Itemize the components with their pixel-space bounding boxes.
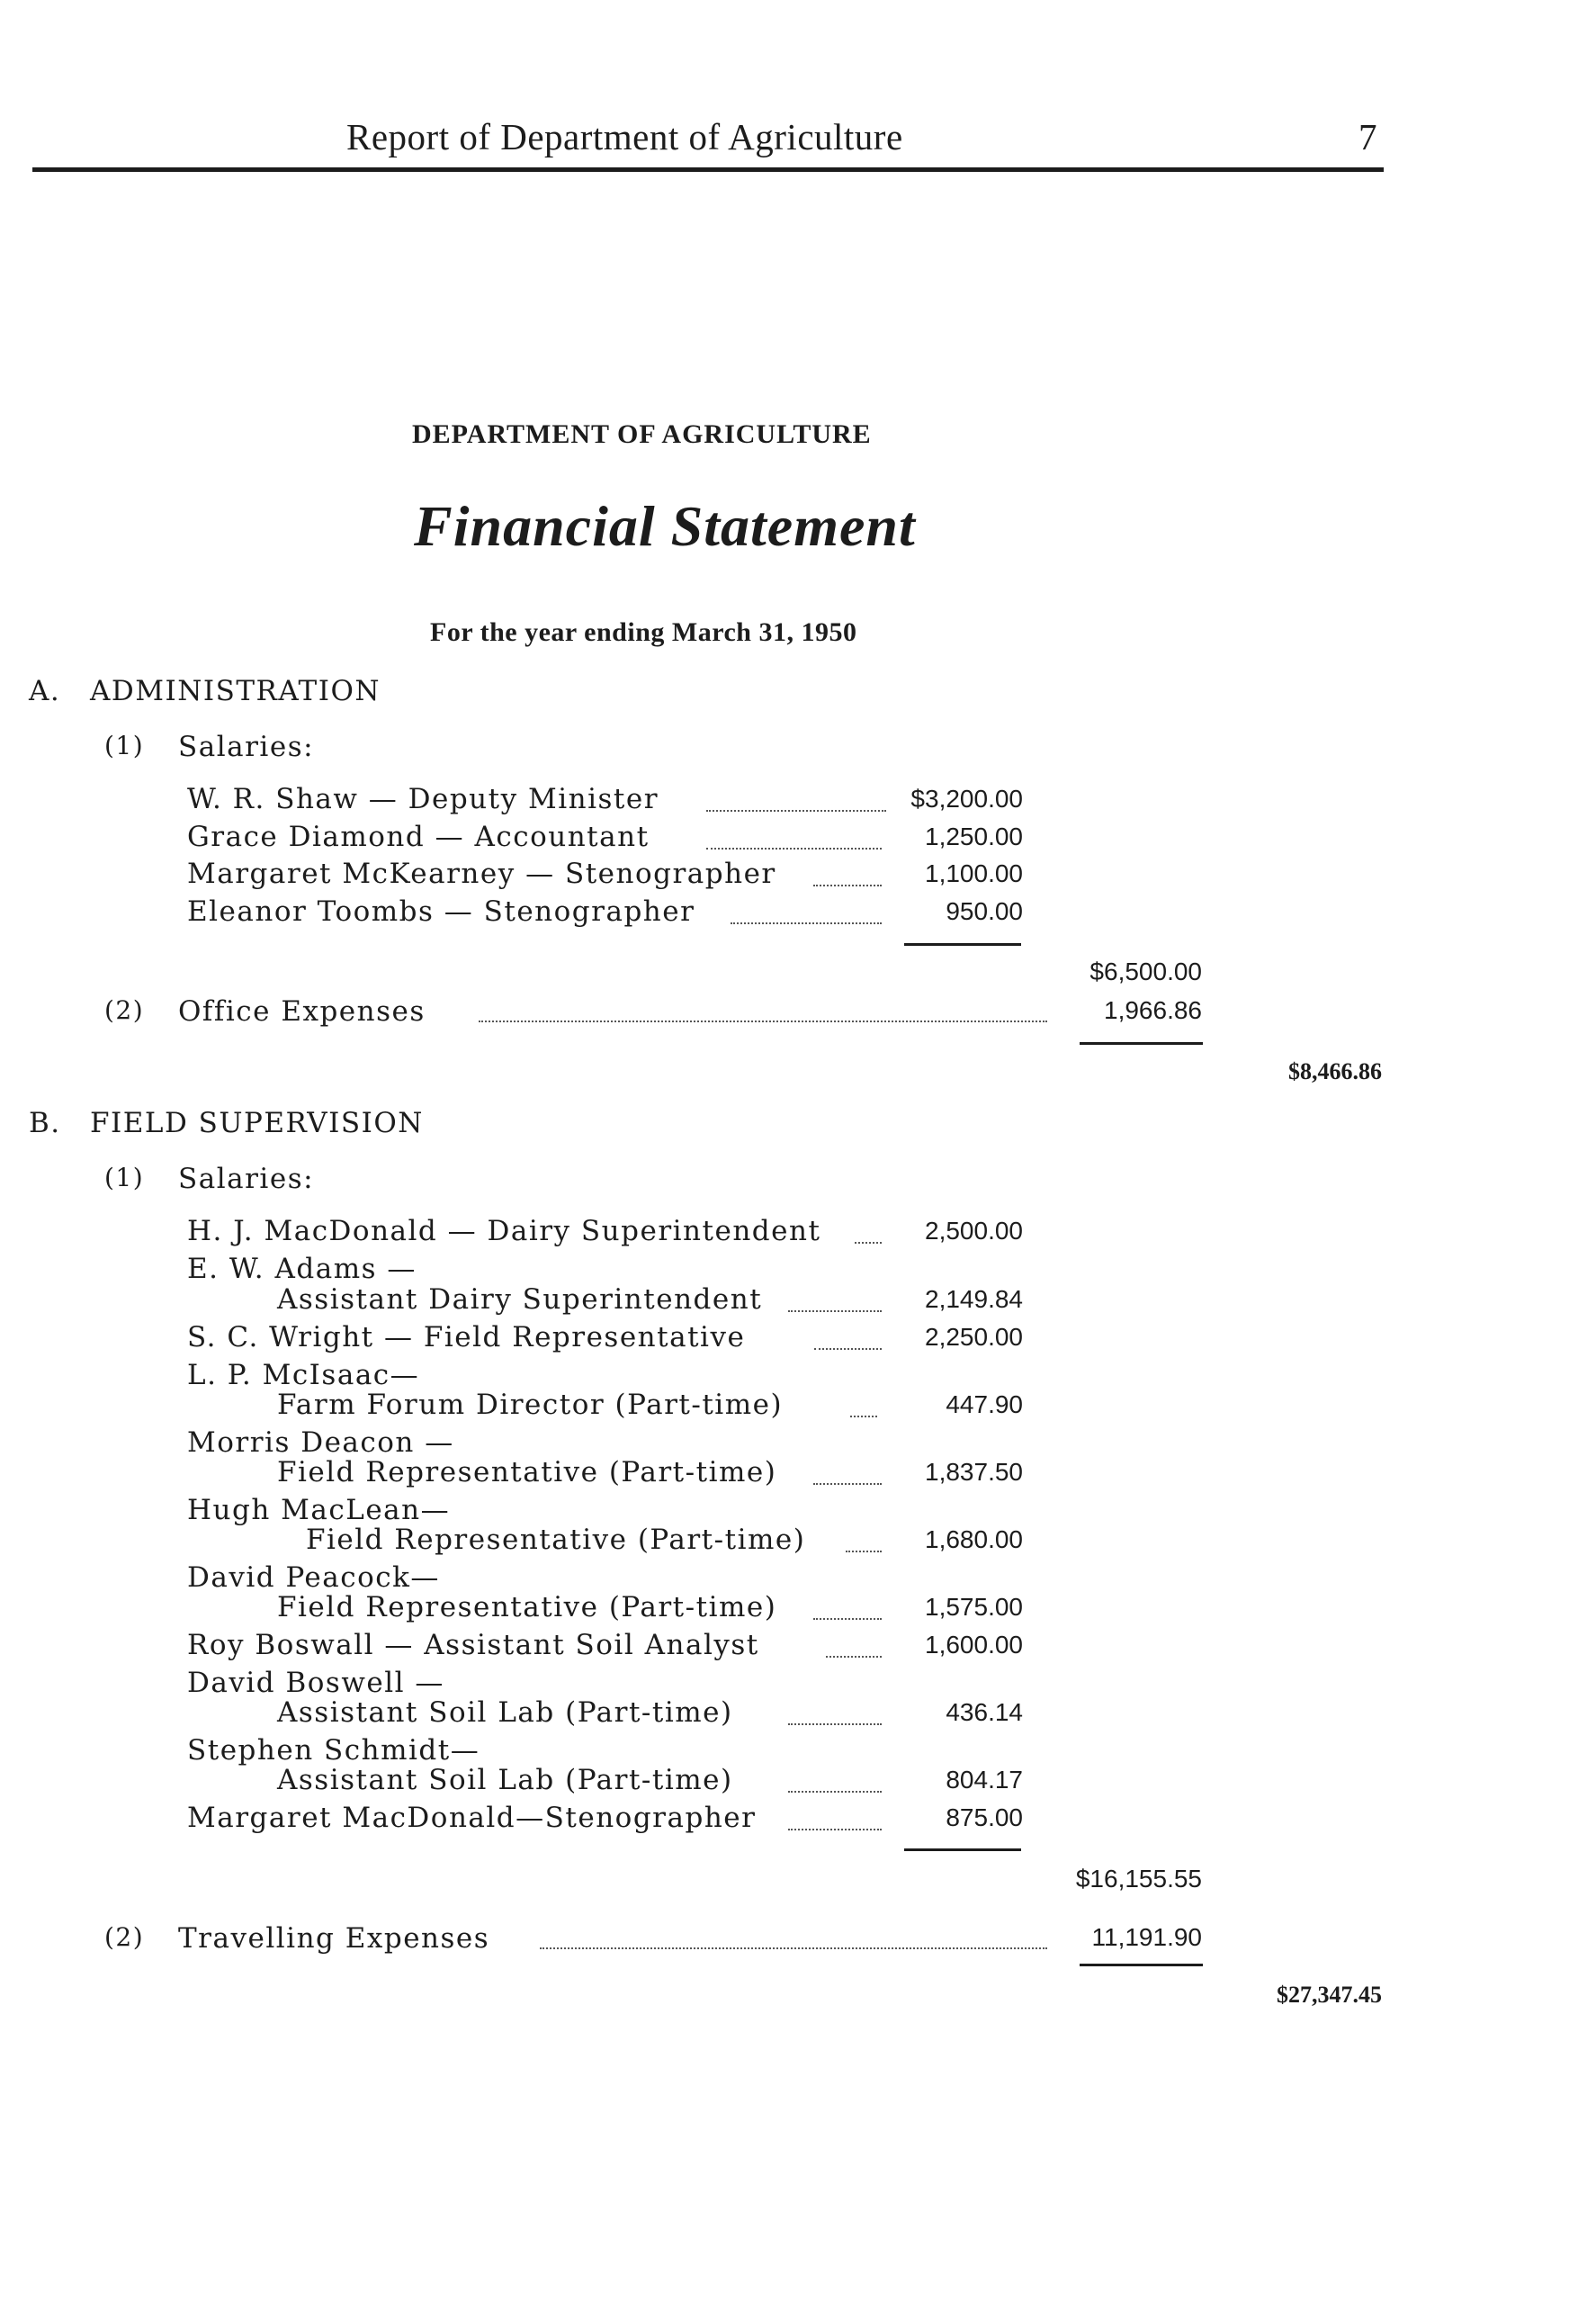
salary-title: Farm Forum Director (Part-time) xyxy=(277,1389,784,1421)
leader-dots xyxy=(850,1416,877,1417)
travelling-expenses-label: Travelling Expenses xyxy=(178,1922,490,1955)
salary-amount: 436.14 xyxy=(946,1698,1023,1726)
salary-name: Margaret McKearney — Stenographer xyxy=(187,858,776,890)
section-a-name: ADMINISTRATION xyxy=(90,675,381,707)
salary-name: Roy Boswall — Assistant Soil Analyst xyxy=(187,1629,759,1661)
subtotal-rule xyxy=(904,943,1021,946)
department-heading: DEPARTMENT OF AGRICULTURE xyxy=(412,419,872,449)
salary-name: H. J. MacDonald — Dairy Superintendent xyxy=(187,1215,821,1247)
leader-dots xyxy=(813,1618,882,1620)
total-rule xyxy=(1080,1964,1203,1966)
running-header-title: Report of Department of Agriculture xyxy=(346,116,903,157)
leader-dots xyxy=(706,810,886,812)
salary-amount: 1,680.00 xyxy=(925,1525,1023,1553)
leader-dots xyxy=(540,1947,1047,1949)
leader-dots xyxy=(479,1021,1047,1022)
leader-dots xyxy=(855,1242,882,1244)
leader-dots xyxy=(788,1829,882,1830)
section-a-office-num: (2) xyxy=(104,995,145,1025)
header-rule xyxy=(32,167,1384,172)
salary-title: Assistant Soil Lab (Part-time) xyxy=(277,1764,733,1796)
salary-name: Eleanor Toombs — Stenographer xyxy=(187,895,695,928)
salary-title: Field Representative (Part-time) xyxy=(277,1456,777,1488)
section-a-salaries-total: $6,500.00 xyxy=(1089,958,1202,985)
salary-amount: 1,100.00 xyxy=(925,859,1023,887)
section-a-total: $8,466.86 xyxy=(1288,1058,1382,1084)
page-number: 7 xyxy=(1358,116,1377,157)
document-title: Financial Statement xyxy=(414,494,916,558)
salary-name: Hugh MacLean— xyxy=(187,1494,451,1526)
salary-name: David Peacock— xyxy=(187,1561,440,1594)
salary-amount: 950.00 xyxy=(946,897,1023,925)
section-b-salaries-total: $16,155.55 xyxy=(1075,1865,1202,1893)
office-expenses-amount: 1,966.86 xyxy=(1104,996,1202,1024)
office-expenses-label: Office Expenses xyxy=(178,995,426,1028)
salary-amount: $3,200.00 xyxy=(910,785,1023,813)
section-a-letter: A. xyxy=(29,675,61,707)
salary-name: W. R. Shaw — Deputy Minister xyxy=(187,783,659,815)
leader-dots xyxy=(788,1791,882,1793)
leader-dots xyxy=(788,1310,882,1312)
salary-amount: 2,149.84 xyxy=(925,1285,1023,1313)
salary-amount: 1,837.50 xyxy=(925,1458,1023,1486)
salary-name: David Boswell — xyxy=(187,1667,444,1699)
section-a-salaries-label: Salaries: xyxy=(178,731,315,763)
salary-amount: 875.00 xyxy=(946,1803,1023,1831)
salary-name: Stephen Schmidt— xyxy=(187,1734,480,1767)
salary-amount: 1,575.00 xyxy=(925,1593,1023,1621)
salary-title: Assistant Dairy Superintendent xyxy=(277,1283,763,1316)
travelling-expenses-amount: 11,191.90 xyxy=(1091,1923,1202,1951)
leader-dots xyxy=(706,848,882,850)
salary-amount: 447.90 xyxy=(946,1390,1023,1418)
leader-dots xyxy=(813,885,882,886)
salary-title: Field Representative (Part-time) xyxy=(277,1591,777,1623)
leader-dots xyxy=(731,922,882,924)
section-b-letter: B. xyxy=(29,1107,61,1139)
salary-amount: 2,500.00 xyxy=(925,1217,1023,1245)
section-b-total: $27,347.45 xyxy=(1277,1982,1382,2008)
salary-amount: 2,250.00 xyxy=(925,1323,1023,1351)
subtotal-rule xyxy=(904,1848,1021,1851)
period-subtitle: For the year ending March 31, 1950 xyxy=(430,617,857,647)
salary-name: Morris Deacon — xyxy=(187,1426,454,1459)
section-b-name: FIELD SUPERVISION xyxy=(90,1107,424,1139)
section-b-salaries-label: Salaries: xyxy=(178,1163,315,1195)
salary-amount: 1,600.00 xyxy=(925,1631,1023,1659)
leader-dots xyxy=(846,1551,882,1552)
section-b-travel-num: (2) xyxy=(104,1922,145,1952)
total-rule xyxy=(1080,1042,1203,1045)
section-b-salaries-num: (1) xyxy=(104,1163,145,1192)
section-a-salaries-num: (1) xyxy=(104,731,145,760)
leader-dots xyxy=(788,1723,882,1725)
leader-dots xyxy=(813,1483,882,1485)
leader-dots xyxy=(826,1656,882,1658)
salary-title: Field Representative (Part-time) xyxy=(306,1524,806,1556)
salary-title: Assistant Soil Lab (Part-time) xyxy=(277,1696,733,1729)
salary-amount: 804.17 xyxy=(946,1766,1023,1794)
salary-name: Margaret MacDonald—Stenographer xyxy=(187,1802,757,1834)
salary-name: L. P. McIsaac— xyxy=(187,1359,420,1391)
salary-name: S. C. Wright — Field Representative xyxy=(187,1321,746,1353)
salary-name: E. W. Adams — xyxy=(187,1253,417,1285)
salary-amount: 1,250.00 xyxy=(925,823,1023,850)
leader-dots xyxy=(814,1348,882,1350)
salary-name: Grace Diamond — Accountant xyxy=(187,821,650,853)
